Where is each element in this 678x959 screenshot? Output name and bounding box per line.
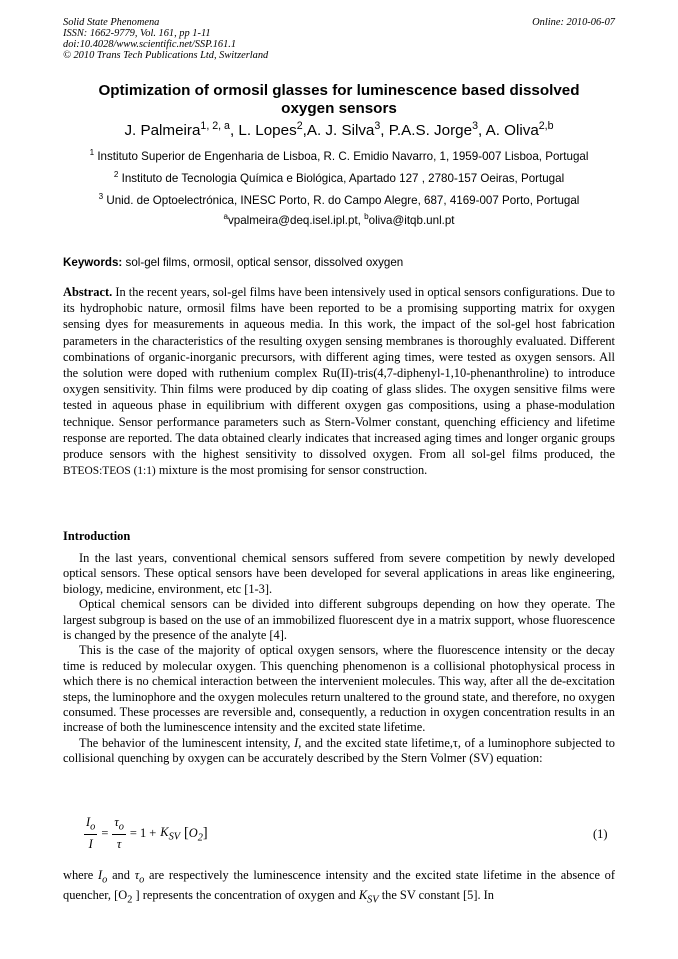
section-heading-introduction: Introduction	[63, 529, 131, 543]
introduction-body	[63, 551, 615, 767]
email-link[interactable]: $^b$oliva@itqb.unl.pt	[364, 212, 455, 227]
online-date: Online: 2010-06-07	[532, 17, 615, 28]
abstract	[63, 284, 615, 479]
issn-line: ISSN: 1662-9779, Vol. 161, pp 1-11	[63, 28, 211, 39]
author-list: J. Palmeira$^{1, 2, a}$, L. Lopes$^2$,A. J. Silva$^3$, P.A.S. Jorge$^3$, A. Oliva$^{2,b}$	[124, 119, 554, 139]
paragraph: The behavior of the luminescent intensity, I, and the excited state lifetime,τ, of a luminophore subjected to collisional quenching by oxygen can be accurately described by the Stern Volmer (SV) equation:	[63, 735, 616, 766]
email-link[interactable]: $^a$vpalmeira@deq.isel.ipl.pt	[223, 212, 358, 227]
abstract-body: In the recent years, sol-gel films have been intensively used in optical sensors configurations. Due to its hydrophobic nature, ormosil films have been reported to be a promising supporting matrix for oxygen sensing dyes for measurements in aqueous media. In this work, the impact of the sol-gel host fabrication parameters in the characteristics of the resulting oxygen sensing membranes is thoroughly evaluated. Different combinations of organic-inorganic precursors, with different aging times, were tested as oxygen sensors. All the solution were doped with ruthenium complex Ru(II)-tris(4,7-diphenyl-1,10-phenanthroline) to introduce oxygen sensitivity. Thin films were produced by dip coating of glass slides. The oxygen sensitive films were tested in aqueous phase in equilibrium with different oxygen gas compositions, using a phase-modulation technique. Sensor performance parameters such as Stern-Volmer constant, quenching efficiency and lifetime response are reported. The data obtained clearly indicates that increased aging times and longer organic groups produce sensors with the highest sensitivity to dissolved oxygen. From all sol-gel films produced, the	[63, 285, 615, 462]
author: P.A.S. Jorge$^3$	[388, 119, 478, 139]
author: A. Oliva$^{2,b}$	[485, 119, 554, 139]
affiliation-2: $^2$ Instituto de Tecnologia Química e Biológica, Apartado 127 , 2780-157 Oeiras, Portugal	[113, 170, 565, 185]
title-line-1: Optimization of ormosil glasses for luminescence based dissolved	[98, 82, 580, 99]
copyright-line: © 2010 Trans Tech Publications Ltd, Switzerland	[63, 50, 269, 61]
paragraph: This is the case of the majority of optical oxygen sensors, where the fluorescence intensity or the decay time is reduced by molecular oxygen. This quenching phenomenon is a collisional photophysical process in which there is no chemical interaction between the intervenient molecules. This way, after all the de-excitation steps, the luminophore and the oxygen molecules return unaltered to the ground state, and therefore, no oxygen consumed. These processes are reversible and, consequently, a reduction in oxygen concentration results in an increase of both the luminescence intensity and the excited state lifetime.	[63, 643, 615, 735]
equation-number: (1)	[593, 827, 608, 841]
paper-title	[63, 82, 615, 118]
keywords-text: sol-gel films, ormosil, optical sensor, dissolved oxygen	[125, 256, 404, 269]
title-line-2: oxygen sensors	[281, 100, 397, 117]
abstract-label: Abstract.	[63, 285, 113, 299]
fraction-lifetime: $\frac{\tau_o}{\tau}$	[114, 815, 124, 852]
paragraph: Optical chemical sensors can be divided into different subgroups depending on how they operate. The largest subgroup is based on the use of an immobilized fluorescent dye in a matrix support, whose fluorescence is changed by the presence of the analyte [4].	[63, 597, 615, 643]
equation-explanation: where $I_o$ and $\tau_o$ are respectively the luminescence intensity and the excited state lifetime in the absence of quencher, [$O_2$ ] represents the concentration of oxygen and $K_{SV}$ the SV constant [5]. In	[63, 868, 615, 906]
doi-line: doi:10.4028/www.scientific.net/SSP.161.1	[63, 39, 237, 50]
affiliation-3: $^3$ Unid. de Optoelectrónica, INESC Porto, R. do Campo Alegre, 687, 4169-007 Porto, Portugal	[98, 192, 580, 207]
author: J. Palmeira$^{1, 2, a}$	[124, 119, 230, 139]
abstract-mixture: BTEOS:TEOS (1:1)	[63, 465, 156, 478]
author: L. Lopes$^2$	[238, 119, 303, 139]
author-emails: $^a$vpalmeira@deq.isel.ipl.pt, $^b$oliva@itqb.unl.pt	[223, 212, 455, 227]
affiliation-1: $^1$ Instituto Superior de Engenharia de Lisboa, R. C. Emidio Navarro, 1, 1959-007 Lisboa, Portugal	[89, 148, 589, 163]
paragraph: In the last years, conventional chemical sensors suffered from severe competition by newly developed optical sensors. These optical sensors have been developed for several applications in areas like engineering, biology, medicine, environment, etc [1-3].	[63, 551, 615, 596]
abstract-body-end: mixture is the most promising for sensor construction.	[158, 463, 428, 478]
journal-header	[63, 17, 268, 61]
stern-volmer-equation: $\frac{I_o}{I}$ = $\frac{\tau_o}{\tau}$ = 1 + $K_{SV}$ $[O_2]$	[86, 815, 208, 852]
fraction-intensity: $\frac{I_o}{I}$	[86, 815, 96, 852]
keywords	[63, 256, 403, 270]
journal-name: Solid State Phenomena	[63, 17, 160, 28]
author: A. J. Silva$^3$	[306, 119, 381, 139]
keywords-label: Keywords:	[63, 256, 123, 269]
